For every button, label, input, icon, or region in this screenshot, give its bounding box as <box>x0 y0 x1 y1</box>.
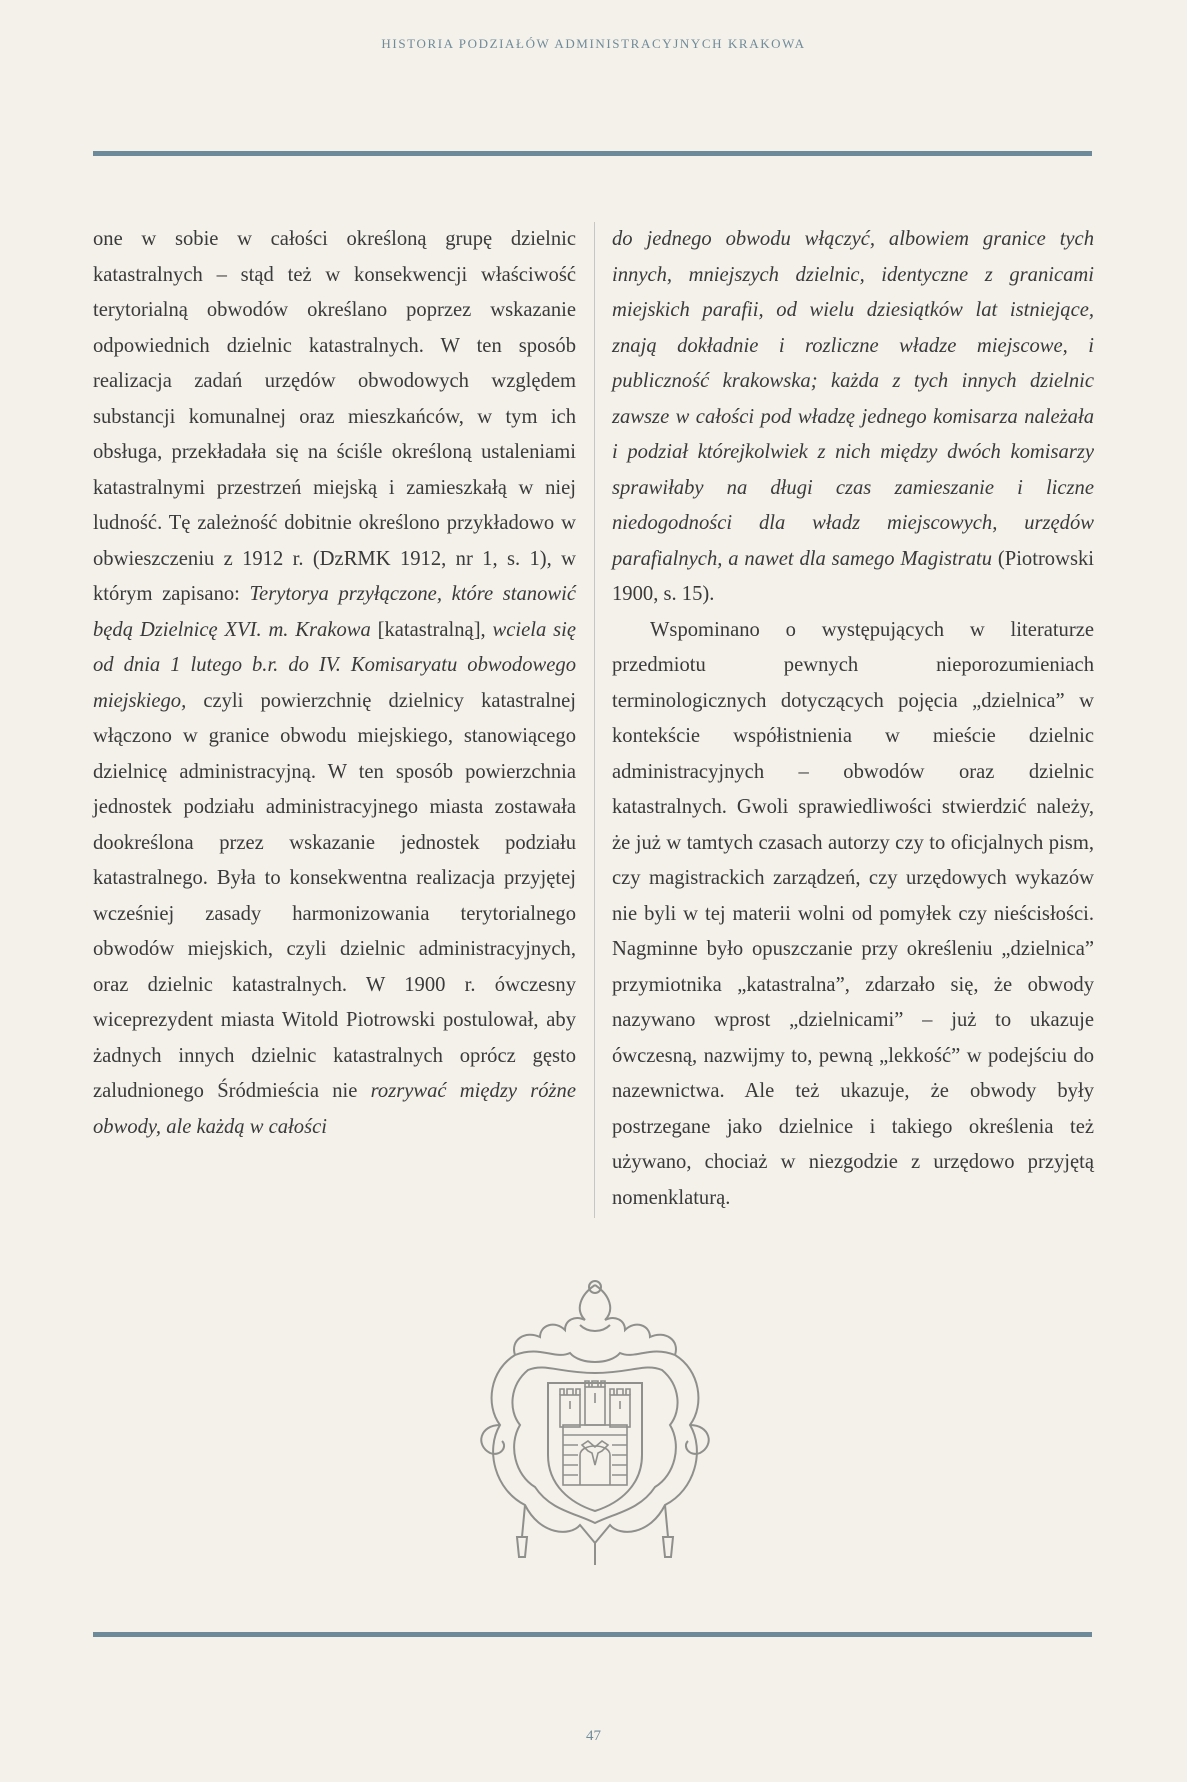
left-quote-3: rozrywać między różne obwody, ale każdą w całości <box>93 1080 576 1138</box>
left-paragraph <box>93 222 576 1145</box>
top-rule <box>93 151 1092 156</box>
right-citation: (Piotrowski 1900, s. 15). <box>612 547 1094 605</box>
running-head: HISTORIA PODZIAŁÓW ADMINISTRACYJNYCH KRAKOWA <box>381 36 806 51</box>
page-number: 47 <box>586 1728 601 1744</box>
right-paragraph-1 <box>612 222 1094 613</box>
column-divider <box>594 222 595 1218</box>
left-text-c: czyli powierzchnię dzielnicy katastralnej włączono w granice obwodu miejskiego, stanowiącego dzielnicę administracyjną. W ten sposób powierzchnia jednostek podziału administracyjnego miasta zostawała dookreślona przez wskazanie jednostek podziału katastralnego. Była to konsekwentna realizacja przyjętej wcześniej zasady harmonizowania terytorialnego obwodów miejskich, czyli dzielnic administracyjnych, oraz dzielnic katastralnych. W 1900 r. ówczesny wiceprezydent miasta Witold Piotrowski postulował, aby żadnych innych dzielnic katastralnych oprócz gęsto zaludnionego Śródmieścia nie <box>93 689 576 1102</box>
krakow-coat-of-arms-icon <box>470 1275 720 1575</box>
bottom-rule <box>93 1632 1092 1637</box>
left-quote-2: wciela się od dnia 1 lutego b.r. do IV. Komisaryatu obwodowego miejskiego, <box>93 618 576 712</box>
left-text-a: one w sobie w całości określoną grupę dzielnic katastralnych – stąd też w konsekwencji właściwość terytorialną obwodów określano poprzez wskazanie odpowiednich dzielnic katastralnych. W ten sposób realizacja zadań urzędów obwodowych względem substancji komunalnej oraz mieszkańców, w tym ich obsługa, przekładała się na ściśle określoną ustaleniami katastralnymi przestrzeń miejską i zamieszkałą w niej ludność. Tę zależność dobitnie określono przykładowo w obwieszczeniu z 1912 r. (DzRMK 1912, nr 1, s. 1), w którym zapisano: <box>93 228 576 605</box>
left-quote-1: Terytorya przyłączone, które stanowić będą Dzielnicę XVI. m. Krakowa <box>93 583 576 641</box>
left-column <box>93 222 576 1145</box>
left-text-b: [katastralną], <box>370 618 493 641</box>
right-paragraph-2: Wspominano o występujących w literaturze przedmiotu pewnych nieporozumieniach terminologicznych dotyczących pojęcia „dzielnica” w kontekście współistnienia w mieście dzielnic administracyjnych – obwodów oraz dzielnic katastralnych. Gwoli sprawiedliwości stwierdzić należy, że już w tamtych czasach autorzy czy to oficjalnych pism, czy magistrackich zarządzeń, czy urzędowych wykazów nie byli w tej materii wolni od pomyłek czy nieścisłości. Nagminne było opuszczanie przy określeniu „dzielnica” przymiotnika „katastralna”, zdarzało się, że obwody nazywano wprost „dzielnicami” – już to ukazuje ówczesną, nazwijmy to, pewną „lekkość” w podejściu do nazewnictwa. Ale też ukazuje, że obwody były postrzegane jako dzielnice i takiego określenia też używano, chociaż w niezgodzie z urzędowo przyjętą nomenklaturą. <box>612 618 1094 1209</box>
right-column <box>612 222 1094 1216</box>
right-quote: do jednego obwodu włączyć, albowiem granice tych innych, mniejszych dzielnic, identyczne z granicami miejskich parafii, od wielu dziesiątków lat istniejące, znają dokładnie i rozliczne władze miejscowe, i publiczność krakowska; każda z tych innych dzielnic zawsze w całości pod władzę jednego komisarza należała i podział którejkolwiek z nich między dwóch komisarzy sprawiłaby na długi czas zamieszanie i liczne niedogodności dla władz miejscowych, urzędów parafialnych, a nawet dla samego Magistratu <box>612 228 1094 570</box>
